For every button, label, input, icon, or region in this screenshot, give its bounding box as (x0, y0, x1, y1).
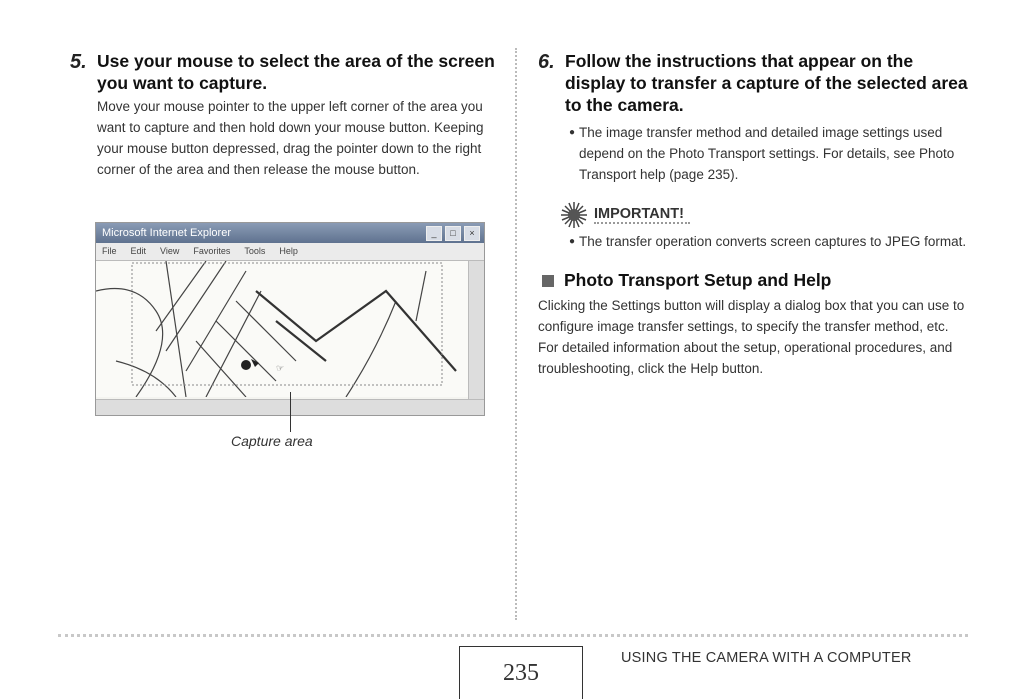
bullet-item (565, 122, 968, 185)
callout-line (290, 392, 291, 432)
left-column (70, 50, 495, 180)
important-bullet-text: The transfer operation converts screen captures to JPEG format. (579, 234, 967, 249)
important-label: IMPORTANT! (594, 206, 690, 224)
footer-divider (58, 634, 968, 637)
menu-edit: Edit (130, 246, 147, 256)
bullet-dot-icon: ● (568, 236, 576, 247)
section-body: Clicking the Settings button will display a dialog box that you can use to configure image transfer settings, to specify the transfer method, etc. For detailed information about the setup, operational procedures, and troubleshooting, click the Help button. (538, 298, 965, 376)
step-6 (538, 50, 968, 116)
step-body: Move your mouse pointer to the upper left corner of the area you want to capture and then hold down your mouse button. Keeping your mouse button depressed, drag the pointer down to the right corner of the area and then release the mouse button. (97, 99, 484, 177)
menu-help: Help (279, 246, 298, 256)
menu-favorites: Favorites (193, 246, 231, 256)
browser-title: Microsoft Internet Explorer (102, 227, 231, 239)
capture-area-caption: Capture area (231, 433, 313, 449)
browser-screenshot-illustration (95, 222, 485, 416)
footer-section-label: USING THE CAMERA WITH A COMPUTER (621, 650, 912, 666)
menu-file: File (102, 246, 117, 256)
step-title: Use your mouse to select the area of the screen you want to capture. (97, 51, 495, 93)
step-number: 6. (538, 51, 555, 73)
minimize-icon: _ (426, 226, 442, 241)
bullet-text: The image transfer method and detailed image settings used depend on the Photo Transport settings. For details, see Photo Transport help (page 235). (579, 125, 955, 182)
map-image (96, 261, 468, 397)
maximize-icon: □ (445, 226, 461, 241)
square-bullet-icon (542, 275, 554, 287)
close-icon: × (464, 226, 480, 241)
step-number: 5. (70, 51, 87, 73)
section-title: Photo Transport Setup and Help (564, 270, 832, 290)
important-heading (560, 201, 968, 229)
column-divider (515, 48, 517, 620)
starburst-icon (560, 201, 588, 229)
right-column (538, 50, 968, 379)
window-buttons (426, 226, 480, 241)
section-heading (542, 270, 968, 291)
browser-title-bar (96, 223, 484, 243)
step-5 (70, 50, 495, 94)
important-bullet-item (565, 231, 968, 252)
browser-menu-bar (96, 243, 484, 261)
step-title: Follow the instructions that appear on the display to transfer a capture of the selected area to the camera. (565, 51, 968, 115)
menu-view: View (160, 246, 180, 256)
menu-tools: Tools (244, 246, 266, 256)
svg-text:☞: ☞ (276, 363, 285, 373)
vertical-scrollbar (468, 261, 484, 399)
bullet-dot-icon: ● (568, 127, 576, 138)
page-number: 235 (459, 646, 583, 699)
